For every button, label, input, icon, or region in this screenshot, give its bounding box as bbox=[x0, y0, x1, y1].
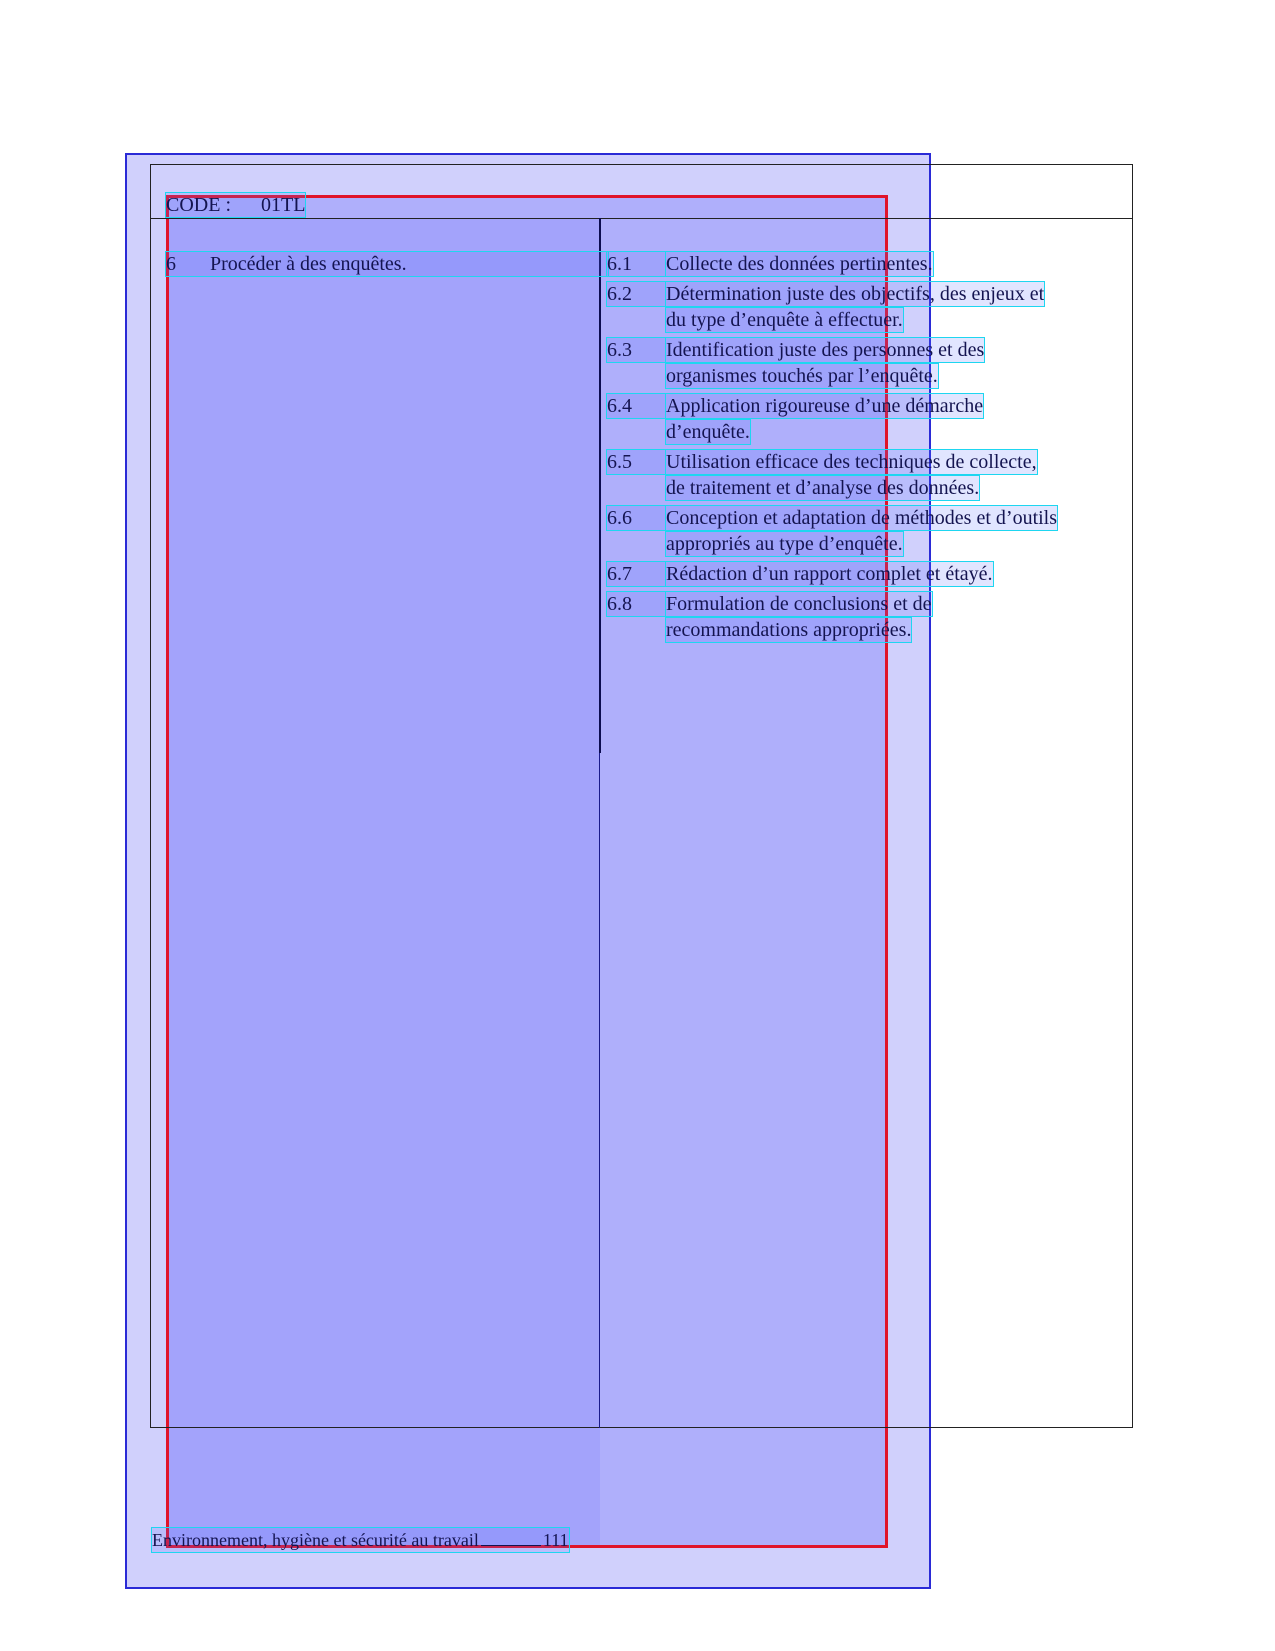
criterion-line: Application rigoureuse d’une démarche bbox=[666, 395, 984, 417]
criterion-line: recommandations appropriées. bbox=[666, 619, 912, 641]
footer-leader bbox=[481, 1545, 541, 1546]
criterion-number: 6.3 bbox=[607, 338, 665, 362]
criterion-number: 6.6 bbox=[607, 506, 665, 530]
table-column-divider-top bbox=[599, 218, 601, 753]
criterion-line: de traitement et d’analyse des données. bbox=[666, 477, 980, 499]
criterion-line: Utilisation efficace des techniques de collecte, bbox=[666, 451, 1037, 473]
criterion-line: Rédaction d’un rapport complet et étayé. bbox=[666, 563, 993, 585]
criterion-line: Détermination juste des objectifs, des enjeux et bbox=[666, 283, 1045, 305]
criterion-line: Formulation de conclusions et de bbox=[666, 593, 932, 615]
criterion-number: 6.1 bbox=[607, 252, 665, 276]
table-header-divider bbox=[150, 218, 1133, 219]
criterion-number: 6.8 bbox=[607, 592, 665, 616]
criterion-line: appropriés au type d’enquête. bbox=[666, 533, 903, 555]
criterion-line: du type d’enquête à effectuer. bbox=[666, 309, 903, 331]
criterion-number: 6.7 bbox=[607, 562, 665, 586]
competency-text: Procéder à des enquêtes. bbox=[210, 253, 407, 275]
competency-statement bbox=[166, 252, 608, 276]
page-footer bbox=[152, 1528, 569, 1552]
criterion-line: organismes touchés par l’enquête. bbox=[666, 365, 938, 387]
criterion-number: 6.4 bbox=[607, 394, 665, 418]
criterion-number: 6.2 bbox=[607, 282, 665, 306]
criterion-line: Conception et adaptation de méthodes et d’outils bbox=[666, 507, 1058, 529]
competency-number: 6 bbox=[166, 253, 176, 275]
page-number: 111 bbox=[542, 1530, 569, 1550]
code-field bbox=[166, 193, 305, 217]
footer-title: Environnement, hygiène et sécurité au travail bbox=[152, 1530, 479, 1550]
criterion-number: 6.5 bbox=[607, 450, 665, 474]
criterion-line: d’enquête. bbox=[666, 421, 750, 443]
criterion-line: Collecte des données pertinentes. bbox=[666, 253, 933, 275]
criterion-line: Identification juste des personnes et des bbox=[666, 339, 985, 361]
code-value: 01TL bbox=[261, 194, 306, 216]
code-label: CODE : bbox=[166, 194, 231, 216]
